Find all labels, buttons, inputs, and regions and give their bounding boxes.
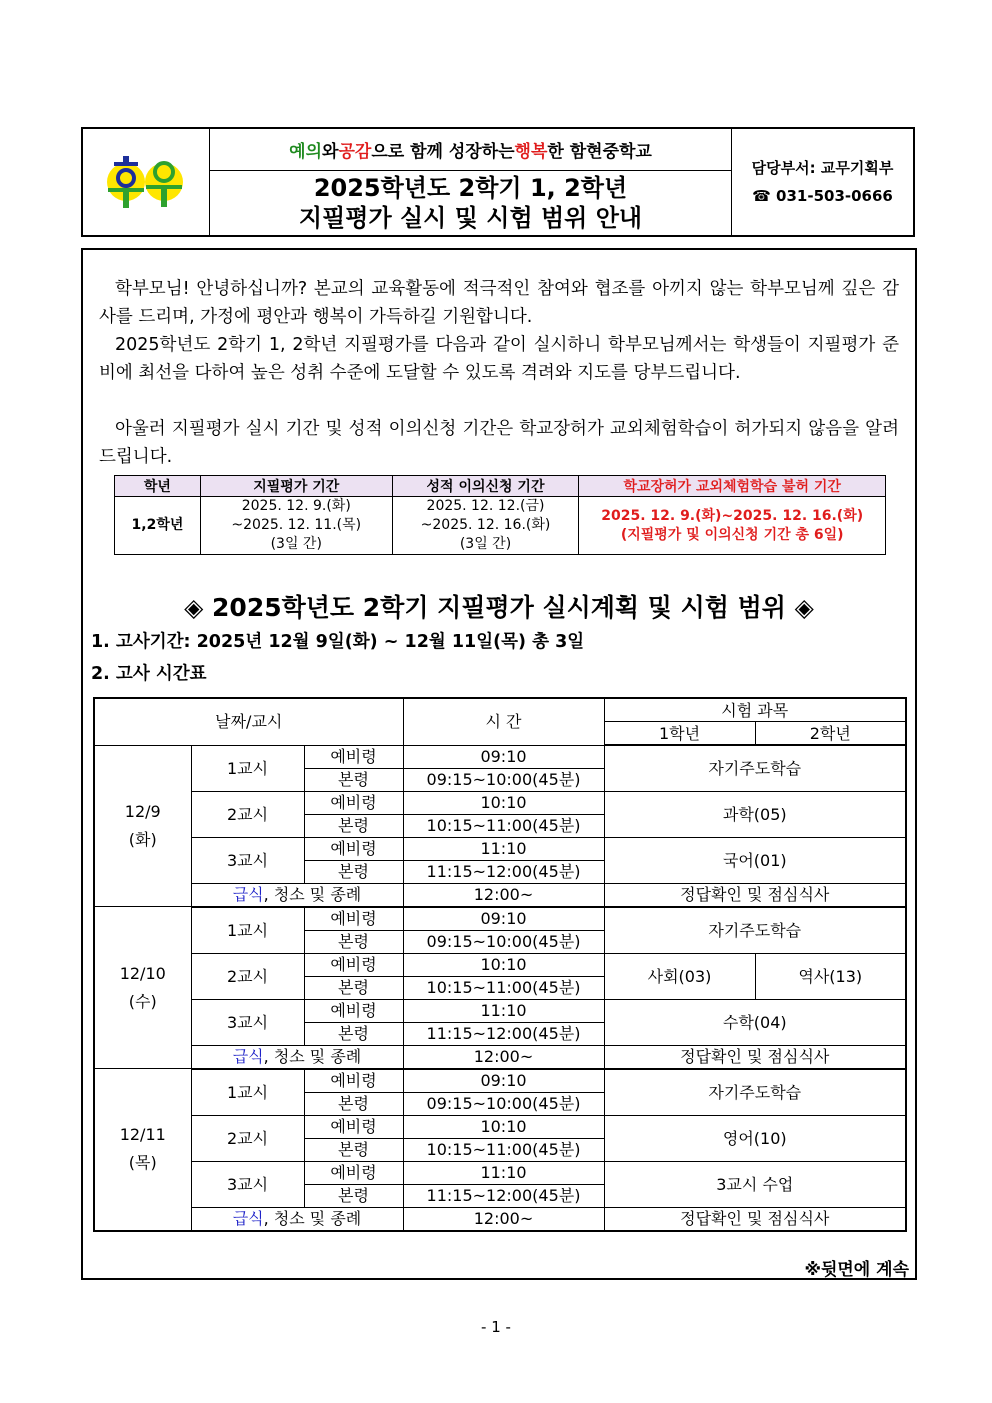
main-time: 11:15~12:00(45분) (403, 1184, 604, 1207)
period-table-row (115, 497, 886, 555)
appeal-days: (3일 간) (459, 536, 512, 552)
exam-start: 2025. 12. 9.(화) (241, 498, 351, 514)
period-cell: 3교시 (191, 999, 304, 1045)
subject-cell-grade-1: 사회(03) (604, 953, 755, 999)
lunch-rest: , 청소 및 종례 (263, 1047, 362, 1066)
main-time: 09:15~10:00(45분) (403, 768, 604, 791)
main-bell: 본령 (304, 1184, 403, 1207)
prelim-time: 11:10 (403, 837, 604, 860)
period-cell: 3교시 (191, 1161, 304, 1207)
document-title (210, 171, 732, 235)
period-cell: 1교시 (191, 1069, 304, 1116)
prelim-time: 09:10 (403, 907, 604, 931)
prelim-time: 10:10 (403, 791, 604, 814)
main-bell: 본령 (304, 860, 403, 883)
school-slogan (210, 129, 732, 171)
main-time: 09:15~10:00(45분) (403, 1092, 604, 1115)
main-time: 09:15~10:00(45분) (403, 930, 604, 953)
header-box (81, 127, 915, 237)
prelim-time: 09:10 (403, 1069, 604, 1093)
exam-end: ~2025. 12. 11.(목) (231, 517, 362, 533)
lunch-word: 급식 (232, 885, 264, 904)
exam-period-cell (200, 497, 392, 555)
logo-cell (83, 129, 210, 235)
prelim-bell: 예비령 (304, 791, 403, 814)
contact-cell (732, 129, 913, 235)
department: 담당부서: 교무기획부 (751, 159, 894, 177)
prelim-time: 09:10 (403, 745, 604, 768)
main-bell: 본령 (304, 768, 403, 791)
slogan-courtesy: 예의 (289, 142, 323, 162)
prelim-bell: 예비령 (304, 745, 403, 768)
prelim-time: 11:10 (403, 999, 604, 1022)
header-grade: 학년 (115, 476, 201, 497)
intro-paragraph-3: 아울러 지필평가 실시 기간 및 성적 이의신청 기간은 학교장허가 교외체험학습이 허가되지 않음을 알려드립니다. (99, 419, 899, 467)
intro-paragraph-1: 학부모님! 안녕하십니까? 본교의 교육활동에 적극적인 참여와 협조를 아끼지 않는 학부모님께 깊은 감사를 드리며, 가정에 평안과 행복이 가득하길 기원합니다. (99, 279, 899, 327)
period-cell: 2교시 (191, 1115, 304, 1161)
day-cell (94, 907, 191, 1069)
prelim-time: 10:10 (403, 1115, 604, 1138)
head-date-period: 날짜/교시 (94, 698, 403, 745)
main-time: 10:15~11:00(45분) (403, 976, 604, 999)
lunch-label (191, 1207, 403, 1231)
main-time: 10:15~11:00(45분) (403, 814, 604, 837)
title-line-2: 지필평가 실시 및 시험 범위 안내 (298, 204, 643, 232)
table-row (94, 999, 906, 1022)
table-row (94, 1161, 906, 1184)
main-time: 11:15~12:00(45분) (403, 860, 604, 883)
day-of-week: (수) (128, 991, 157, 1011)
subject-cell: 자기주도학습 (604, 1069, 906, 1116)
table-row (94, 791, 906, 814)
main-bell: 본령 (304, 930, 403, 953)
timetable-header-row (94, 698, 906, 722)
table-row (94, 837, 906, 860)
main-bell: 본령 (304, 976, 403, 999)
timetable-label: 2. 고사 시간표 (91, 664, 207, 684)
lunch-word: 급식 (232, 1047, 264, 1066)
prelim-bell: 예비령 (304, 953, 403, 976)
period-table (114, 475, 886, 555)
subject-cell: 자기주도학습 (604, 907, 906, 954)
prelim-bell: 예비령 (304, 837, 403, 860)
prelim-bell: 예비령 (304, 1069, 403, 1093)
appeal-start: 2025. 12. 12.(금) (426, 498, 545, 514)
day-cell (94, 745, 191, 907)
table-row (94, 1115, 906, 1138)
period-cell: 3교시 (191, 837, 304, 883)
table-row (94, 907, 906, 931)
slogan-text: 와 (322, 142, 339, 162)
header-exam-period: 지필평가 기간 (200, 476, 392, 497)
prelim-bell: 예비령 (304, 907, 403, 931)
main-bell: 본령 (304, 814, 403, 837)
period-table-header (115, 476, 886, 497)
period-cell: 2교시 (191, 953, 304, 999)
subject-cell: 3교시 수업 (604, 1161, 906, 1207)
no-trip-range: 2025. 12. 9.(화)~2025. 12. 16.(화) (601, 507, 864, 524)
no-trip-period-cell (579, 497, 886, 555)
main-bell: 본령 (304, 1022, 403, 1045)
subject-cell: 자기주도학습 (604, 745, 906, 791)
lunch-rest: , 청소 및 종례 (263, 885, 362, 904)
head-subject: 시험 과목 (604, 698, 906, 722)
table-row (94, 1069, 906, 1093)
main-time: 11:15~12:00(45분) (403, 1022, 604, 1045)
grade-cell: 1,2학년 (115, 497, 201, 555)
subject-cell: 수학(04) (604, 999, 906, 1045)
prelim-time: 10:10 (403, 953, 604, 976)
exam-timetable (93, 697, 907, 1232)
subject-cell: 영어(10) (604, 1115, 906, 1161)
lunch-time: 12:00~ (403, 1207, 604, 1231)
title-line-1: 2025학년도 2학기 1, 2학년 (313, 174, 628, 202)
lunch-subject: 정답확인 및 점심식사 (604, 1045, 906, 1069)
intro-paragraph-2: 2025학년도 2학기 1, 2학년 지필평가를 다음과 같이 실시하니 학부모님께서는 학생들이 지필평가 준비에 최선을 다하여 높은 성취 수준에 도달할 수 있도록 격려와 지도를 당부드립니다. (99, 335, 899, 383)
school-logo (106, 152, 186, 212)
no-trip-note: (지필평가 및 이의신청 기간 총 6일) (620, 526, 844, 543)
plan-heading: ◈ 2025학년도 2학기 지필평가 실시계획 및 시험 범위 ◈ (184, 593, 814, 622)
prelim-bell: 예비령 (304, 1115, 403, 1138)
period-cell: 2교시 (191, 791, 304, 837)
subject-cell: 국어(01) (604, 837, 906, 883)
main-bell: 본령 (304, 1138, 403, 1161)
lunch-time: 12:00~ (403, 1045, 604, 1069)
head-grade-1: 1학년 (604, 722, 755, 746)
day-date: 12/9 (124, 801, 161, 821)
day-date: 12/11 (119, 1125, 166, 1145)
lunch-row (94, 883, 906, 907)
header-appeal-period: 성적 이의신청 기간 (392, 476, 579, 497)
page-number: - 1 - (481, 1318, 511, 1336)
prelim-bell: 예비령 (304, 999, 403, 1022)
exam-period-line: 1. 고사기간: 2025년 12월 9일(화) ~ 12월 11일(목) 총 3일 (91, 632, 585, 652)
header-no-trip-period: 학교장허가 교외체험학습 불허 기간 (579, 476, 886, 497)
continue-note: ※뒷면에 계속 (804, 1260, 909, 1280)
main-time: 10:15~11:00(45분) (403, 1138, 604, 1161)
lunch-row (94, 1207, 906, 1231)
lunch-label (191, 1045, 403, 1069)
lunch-word: 급식 (232, 1209, 264, 1228)
exam-days: (3일 간) (270, 536, 322, 552)
lunch-subject: 정답확인 및 점심식사 (604, 883, 906, 907)
head-grade-2: 2학년 (755, 722, 906, 746)
prelim-time: 11:10 (403, 1161, 604, 1184)
appeal-period-cell (392, 497, 579, 555)
slogan-text: 한 함현중학교 (547, 142, 652, 162)
main-bell: 본령 (304, 1092, 403, 1115)
table-row (94, 953, 906, 976)
lunch-row (94, 1045, 906, 1069)
main-content-box (81, 248, 917, 1280)
slogan-empathy: 공감 (338, 142, 372, 162)
day-cell (94, 1069, 191, 1231)
head-time: 시 간 (403, 698, 604, 745)
subject-cell: 과학(05) (604, 791, 906, 837)
lunch-subject: 정답확인 및 점심식사 (604, 1207, 906, 1231)
table-row (94, 745, 906, 768)
prelim-bell: 예비령 (304, 1161, 403, 1184)
phone-number: ☎ 031-503-0666 (752, 187, 893, 205)
lunch-rest: , 청소 및 종례 (263, 1209, 362, 1228)
slogan-text: 으로 함께 성장하는 (371, 142, 515, 162)
day-date: 12/10 (119, 963, 166, 983)
appeal-end: ~2025. 12. 16.(화) (420, 517, 551, 533)
day-of-week: (화) (128, 829, 157, 849)
period-cell: 1교시 (191, 745, 304, 791)
subject-cell-grade-2: 역사(13) (755, 953, 906, 999)
slogan-happiness: 행복 (514, 142, 548, 162)
day-of-week: (목) (128, 1153, 157, 1173)
lunch-time: 12:00~ (403, 883, 604, 907)
period-cell: 1교시 (191, 907, 304, 954)
lunch-label (191, 883, 403, 907)
